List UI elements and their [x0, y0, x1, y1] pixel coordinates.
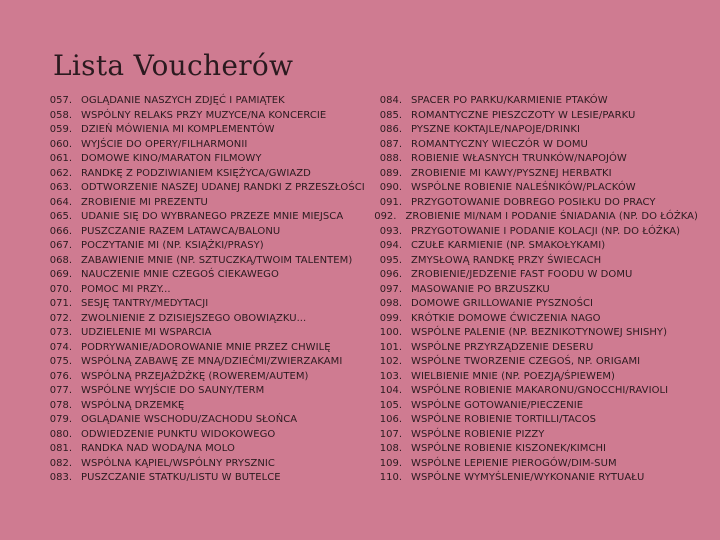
- voucher-label: ROBIENIE WŁASNYCH TRUNKÓW/NAPOJÓW: [411, 153, 627, 165]
- page-title: Lista Voucherów: [53, 48, 294, 82]
- voucher-item: [38, 123, 368, 138]
- voucher-number: 099.: [379, 312, 402, 324]
- voucher-number: 081.: [49, 443, 72, 455]
- voucher-label: WIELBIENIE MNIE (NP. POEZJĄ/ŚPIEWEM): [411, 370, 615, 382]
- voucher-item: [38, 341, 368, 356]
- voucher-label: POCZYTANIE MI (NP. KSIĄŻKI/PRASY): [81, 240, 264, 252]
- voucher-number: 076.: [49, 370, 72, 382]
- voucher-label: SPACER PO PARKU/KARMIENIE PTAKÓW: [411, 95, 608, 106]
- voucher-number: 103.: [379, 370, 402, 382]
- voucher-item: [368, 138, 698, 153]
- voucher-number: 092.: [374, 211, 397, 223]
- voucher-item: [368, 268, 698, 283]
- voucher-item: [368, 341, 698, 356]
- voucher-label: PUSZCZANIE STATKU/LISTU W BUTELCE: [81, 472, 281, 484]
- voucher-label: WSPÓLNE PRZYRZĄDZENIE DESERU: [411, 341, 594, 353]
- voucher-number: 090.: [379, 182, 402, 194]
- voucher-label: SESJĘ TANTRY/MEDYTACJI: [81, 298, 209, 310]
- voucher-number: 080.: [49, 428, 72, 440]
- voucher-item: [368, 399, 698, 414]
- voucher-list-left: [38, 94, 368, 486]
- voucher-label: WSPÓLNE WYJŚCIE DO SAUNY/TERM: [81, 385, 265, 397]
- voucher-number: 106.: [379, 414, 402, 426]
- voucher-number: 086.: [379, 124, 402, 136]
- voucher-number: 079.: [49, 414, 72, 426]
- voucher-number: 088.: [379, 153, 402, 165]
- voucher-item: [38, 471, 368, 486]
- voucher-number: 095.: [379, 254, 402, 266]
- voucher-number: 058.: [49, 109, 72, 121]
- voucher-number: 100.: [379, 327, 402, 339]
- voucher-item: [38, 254, 368, 269]
- voucher-item: [368, 297, 698, 312]
- voucher-item: [38, 326, 368, 341]
- voucher-item: [38, 167, 368, 182]
- voucher-label: DOMOWE GRILLOWANIE PYSZNOŚCI: [411, 298, 594, 310]
- voucher-label: UDZIELENIE MI WSPARCIA: [81, 327, 212, 339]
- voucher-item: [368, 413, 698, 428]
- voucher-label: ZROBIENIE MI PREZENTU: [81, 196, 208, 208]
- voucher-label: ZWOLNIENIE Z DZISIEJSZEGO OBOWIĄZKU...: [81, 312, 307, 324]
- voucher-number: 063.: [49, 182, 72, 194]
- voucher-item: [38, 384, 368, 399]
- voucher-item: [38, 138, 368, 153]
- voucher-number: 093.: [379, 225, 402, 237]
- voucher-item: [38, 225, 368, 240]
- voucher-label: ODTWORZENIE NASZEJ UDANEJ RANDKI Z PRZESZŁOŚCI: [81, 182, 365, 194]
- voucher-label: CZUŁE KARMIENIE (NP. SMAKOŁYKAMI): [411, 240, 606, 252]
- voucher-number: 097.: [379, 283, 402, 295]
- voucher-number: 094.: [379, 240, 402, 252]
- voucher-label: WSPÓLNY RELAKS PRZY MUZYCE/NA KONCERCIE: [81, 109, 327, 121]
- voucher-label: ODWIEDZENIE PUNKTU WIDOKOWEGO: [81, 428, 276, 440]
- voucher-label: ZROBIENIE/JEDZENIE FAST FOODU W DOMU: [411, 269, 633, 281]
- voucher-label: WSPÓLNĄ ZABAWĘ ZE MNĄ/DZIEĆMI/ZWIERZAKAMI: [81, 356, 343, 368]
- voucher-number: 104.: [379, 385, 402, 397]
- voucher-list-right: [368, 94, 698, 486]
- voucher-label: WSPÓLNE WYMYŚLENIE/WYKONANIE RYTUAŁU: [411, 472, 645, 484]
- voucher-number: 082.: [49, 457, 72, 469]
- voucher-number: 107.: [379, 428, 402, 440]
- voucher-item: [38, 152, 368, 167]
- voucher-item: [368, 210, 698, 225]
- voucher-item: [38, 210, 368, 225]
- voucher-label: OGLĄDANIE NASZYCH ZDJĘĆ I PAMIĄTEK: [81, 95, 285, 106]
- voucher-number: 073.: [49, 327, 72, 339]
- voucher-number: 074.: [49, 341, 72, 353]
- voucher-label: WSPÓLNA KĄPIEL/WSPÓLNY PRYSZNIC: [81, 457, 275, 469]
- voucher-label: OGLĄDANIE WSCHODU/ZACHODU SŁOŃCA: [81, 414, 298, 426]
- voucher-number: 071.: [49, 298, 72, 310]
- voucher-label: RANDKĘ Z PODZIWIANIEM KSIĘŻYCA/GWIAZD: [81, 167, 311, 179]
- voucher-item: [368, 196, 698, 211]
- voucher-number: 057.: [49, 95, 72, 106]
- voucher-item: [368, 326, 698, 341]
- voucher-label: POMOC MI PRZY...: [81, 283, 171, 295]
- voucher-number: 066.: [49, 225, 72, 237]
- voucher-label: PODRYWANIE/ADOROWANIE MNIE PRZEZ CHWILĘ: [81, 341, 331, 353]
- voucher-item: [368, 355, 698, 370]
- voucher-label: WSPÓLNE LEPIENIE PIEROGÓW/DIM-SUM: [411, 457, 617, 469]
- voucher-number: 068.: [49, 254, 72, 266]
- voucher-item: [368, 471, 698, 486]
- voucher-label: KRÓTKIE DOMOWE ĆWICZENIA NAGO: [411, 312, 601, 324]
- voucher-item: [368, 384, 698, 399]
- voucher-number: 087.: [379, 138, 402, 150]
- voucher-label: PUSZCZANIE RAZEM LATAWCA/BALONU: [81, 225, 281, 237]
- voucher-number: 060.: [49, 138, 72, 150]
- voucher-number: 096.: [379, 269, 402, 281]
- voucher-item: [368, 225, 698, 240]
- voucher-number: 065.: [49, 211, 72, 223]
- voucher-item: [38, 413, 368, 428]
- voucher-label: ZROBIENIE MI/NAM I PODANIE ŚNIADANIA (NP. DO ŁÓŻKA): [405, 211, 698, 223]
- voucher-number: 091.: [379, 196, 402, 208]
- voucher-label: NAUCZENIE MNIE CZEGOŚ CIEKAWEGO: [81, 269, 279, 281]
- voucher-number: 077.: [49, 385, 72, 397]
- voucher-item: [38, 283, 368, 298]
- voucher-item: [368, 428, 698, 443]
- voucher-number: 059.: [49, 124, 72, 136]
- voucher-label: WSPÓLNE ROBIENIE TORTILLI/TACOS: [411, 414, 597, 426]
- voucher-item: [368, 123, 698, 138]
- voucher-item: [368, 181, 698, 196]
- voucher-item: [38, 109, 368, 124]
- voucher-item: [38, 399, 368, 414]
- voucher-item: [368, 442, 698, 457]
- voucher-item: [368, 152, 698, 167]
- voucher-label: MASOWANIE PO BRZUSZKU: [411, 283, 550, 295]
- voucher-item: [368, 239, 698, 254]
- voucher-label: WSPÓLNE ROBIENIE NALEŚNIKÓW/PLACKÓW: [411, 182, 636, 194]
- voucher-label: RANDKA NAD WODĄ/NA MOLO: [81, 443, 235, 455]
- voucher-number: 062.: [49, 167, 72, 179]
- voucher-number: 069.: [49, 269, 72, 281]
- voucher-label: ZROBIENIE MI KAWY/PYSZNEJ HERBATKI: [411, 167, 612, 179]
- voucher-item: [368, 283, 698, 298]
- voucher-label: WSPÓLNE GOTOWANIE/PIECZENIE: [411, 399, 584, 411]
- voucher-number: 108.: [379, 443, 402, 455]
- voucher-label: PYSZNE KOKTAJLE/NAPOJE/DRINKI: [411, 124, 581, 136]
- voucher-number: 098.: [379, 298, 402, 310]
- voucher-item: [38, 297, 368, 312]
- voucher-number: 078.: [49, 399, 72, 411]
- voucher-number: 089.: [379, 167, 402, 179]
- voucher-item: [368, 457, 698, 472]
- voucher-item: [38, 239, 368, 254]
- voucher-item: [38, 442, 368, 457]
- voucher-item: [38, 268, 368, 283]
- voucher-item: [38, 196, 368, 211]
- voucher-item: [38, 428, 368, 443]
- voucher-item: [368, 254, 698, 269]
- voucher-item: [368, 94, 698, 109]
- voucher-item: [38, 181, 368, 196]
- voucher-item: [38, 94, 368, 109]
- voucher-label: UDANIE SIĘ DO WYBRANEGO PRZEZE MNIE MIEJSCA: [81, 211, 344, 223]
- voucher-label: ZMYSŁOWĄ RANDKĘ PRZY ŚWIECACH: [411, 254, 602, 266]
- voucher-label: WYJŚCIE DO OPERY/FILHARMONII: [81, 138, 248, 150]
- voucher-number: 061.: [49, 153, 72, 165]
- voucher-item: [38, 457, 368, 472]
- voucher-number: 101.: [379, 341, 402, 353]
- voucher-label: DOMOWE KINO/MARATON FILMOWY: [81, 153, 262, 165]
- voucher-number: 084.: [379, 95, 402, 106]
- voucher-label: ROMANTYCZNY WIECZÓR W DOMU: [411, 138, 588, 150]
- voucher-item: [368, 109, 698, 124]
- voucher-number: 109.: [379, 457, 402, 469]
- voucher-label: WSPÓLNĄ PRZEJAŻDŻKĘ (ROWEREM/AUTEM): [81, 370, 309, 382]
- voucher-item: [368, 312, 698, 327]
- voucher-number: 075.: [49, 356, 72, 368]
- voucher-label: PRZYGOTOWANIE DOBREGO POSIŁKU DO PRACY: [411, 196, 656, 208]
- voucher-item: [368, 167, 698, 182]
- voucher-number: 067.: [49, 240, 72, 252]
- voucher-label: WSPÓLNE ROBIENIE MAKARONU/GNOCCHI/RAVIOLI: [411, 385, 669, 397]
- voucher-item: [38, 312, 368, 327]
- voucher-label: WSPÓLNĄ DRZEMKĘ: [81, 399, 185, 411]
- voucher-label: ZABAWIENIE MNIE (NP. SZTUCZKĄ/TWOIM TALENTEM): [81, 254, 353, 266]
- voucher-number: 110.: [379, 472, 402, 484]
- voucher-label: ROMANTYCZNE PIESZCZOTY W LESIE/PARKU: [411, 109, 636, 121]
- voucher-label: WSPÓLNE TWORZENIE CZEGOŚ, NP. ORIGAMI: [411, 356, 641, 368]
- voucher-label: PRZYGOTOWANIE I PODANIE KOLACJI (NP. DO ŁÓŻKA): [411, 225, 681, 237]
- voucher-item: [368, 370, 698, 385]
- voucher-label: DZIEŃ MÓWIENIA MI KOMPLEMENTÓW: [81, 124, 275, 136]
- voucher-number: 064.: [49, 196, 72, 208]
- voucher-item: [38, 355, 368, 370]
- voucher-number: 105.: [379, 399, 402, 411]
- voucher-number: 083.: [49, 472, 72, 484]
- voucher-label: WSPÓLNE PALENIE (NP. BEZNIKOTYNOWEJ SHISHY): [411, 327, 668, 339]
- voucher-item: [38, 370, 368, 385]
- voucher-number: 072.: [49, 312, 72, 324]
- voucher-number: 070.: [49, 283, 72, 295]
- voucher-label: WSPÓLNE ROBIENIE KISZONEK/KIMCHI: [411, 443, 607, 455]
- voucher-label: WSPÓLNE ROBIENIE PIZZY: [411, 428, 545, 440]
- voucher-number: 102.: [379, 356, 402, 368]
- voucher-number: 085.: [379, 109, 402, 121]
